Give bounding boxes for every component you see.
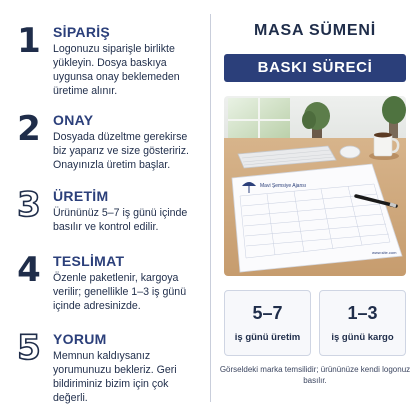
product-panel: [214, 0, 416, 416]
stat-value: 1–3: [347, 303, 378, 323]
stat-shipping: [319, 290, 406, 356]
step-number: 2: [17, 109, 41, 149]
step-number: 1: [17, 21, 41, 61]
stat-production: [224, 290, 311, 356]
brand-footnote: Görseldeki marka temsilidir; ürününüze kendi logonuz basılır.: [219, 365, 411, 385]
step-title: TESLİMAT: [53, 253, 125, 269]
step-title: ÜRETİM: [53, 188, 109, 204]
step-title: SİPARİŞ: [53, 24, 111, 40]
stat-label: iş günü üretim: [234, 332, 301, 343]
step-description: Logonuzu siparişle birlikte yükleyin. Dosya baskıya uygunsa onay beklemeden üretime alınır.: [53, 43, 180, 97]
stat-label: iş günü kargo: [331, 332, 394, 343]
step-title: ONAY: [53, 112, 94, 128]
product-title: MASA SÜMENİ: [254, 22, 376, 39]
vertical-divider: [210, 14, 211, 402]
step-description: Memnun kaldıysanız yorumunuzu bekleriz. Geri bildiriminiz bizim için çok değerli.: [53, 350, 177, 404]
stat-value: 5–7: [252, 303, 283, 323]
product-photo: [224, 96, 406, 276]
desk-pad: [232, 164, 402, 272]
process-banner: BASKI SÜRECİ: [224, 54, 406, 82]
step-description: Özenle paketlenir, kargoya verilir; genellikle 1–3 iş günü içinde adresinizde.: [53, 272, 187, 312]
step-description: Dosyada düzeltme gerekirse biz yaparız ve size gösteririz. Onayınızla üretim başlar.: [53, 131, 190, 171]
step-title: YORUM: [53, 331, 107, 347]
pad-logo-text: Mavi Şemsiye Ajansı: [260, 183, 307, 189]
pad-footer-text: www.site.com: [372, 250, 397, 255]
window: [228, 98, 290, 142]
step-description: Ürününüz 5–7 iş günü içinde basılır ve kontrol edilir.: [53, 207, 188, 233]
step-number: 5: [17, 328, 41, 368]
mouse-icon: [340, 146, 360, 158]
step-number: 3: [17, 185, 41, 225]
step-number: 4: [17, 250, 41, 290]
